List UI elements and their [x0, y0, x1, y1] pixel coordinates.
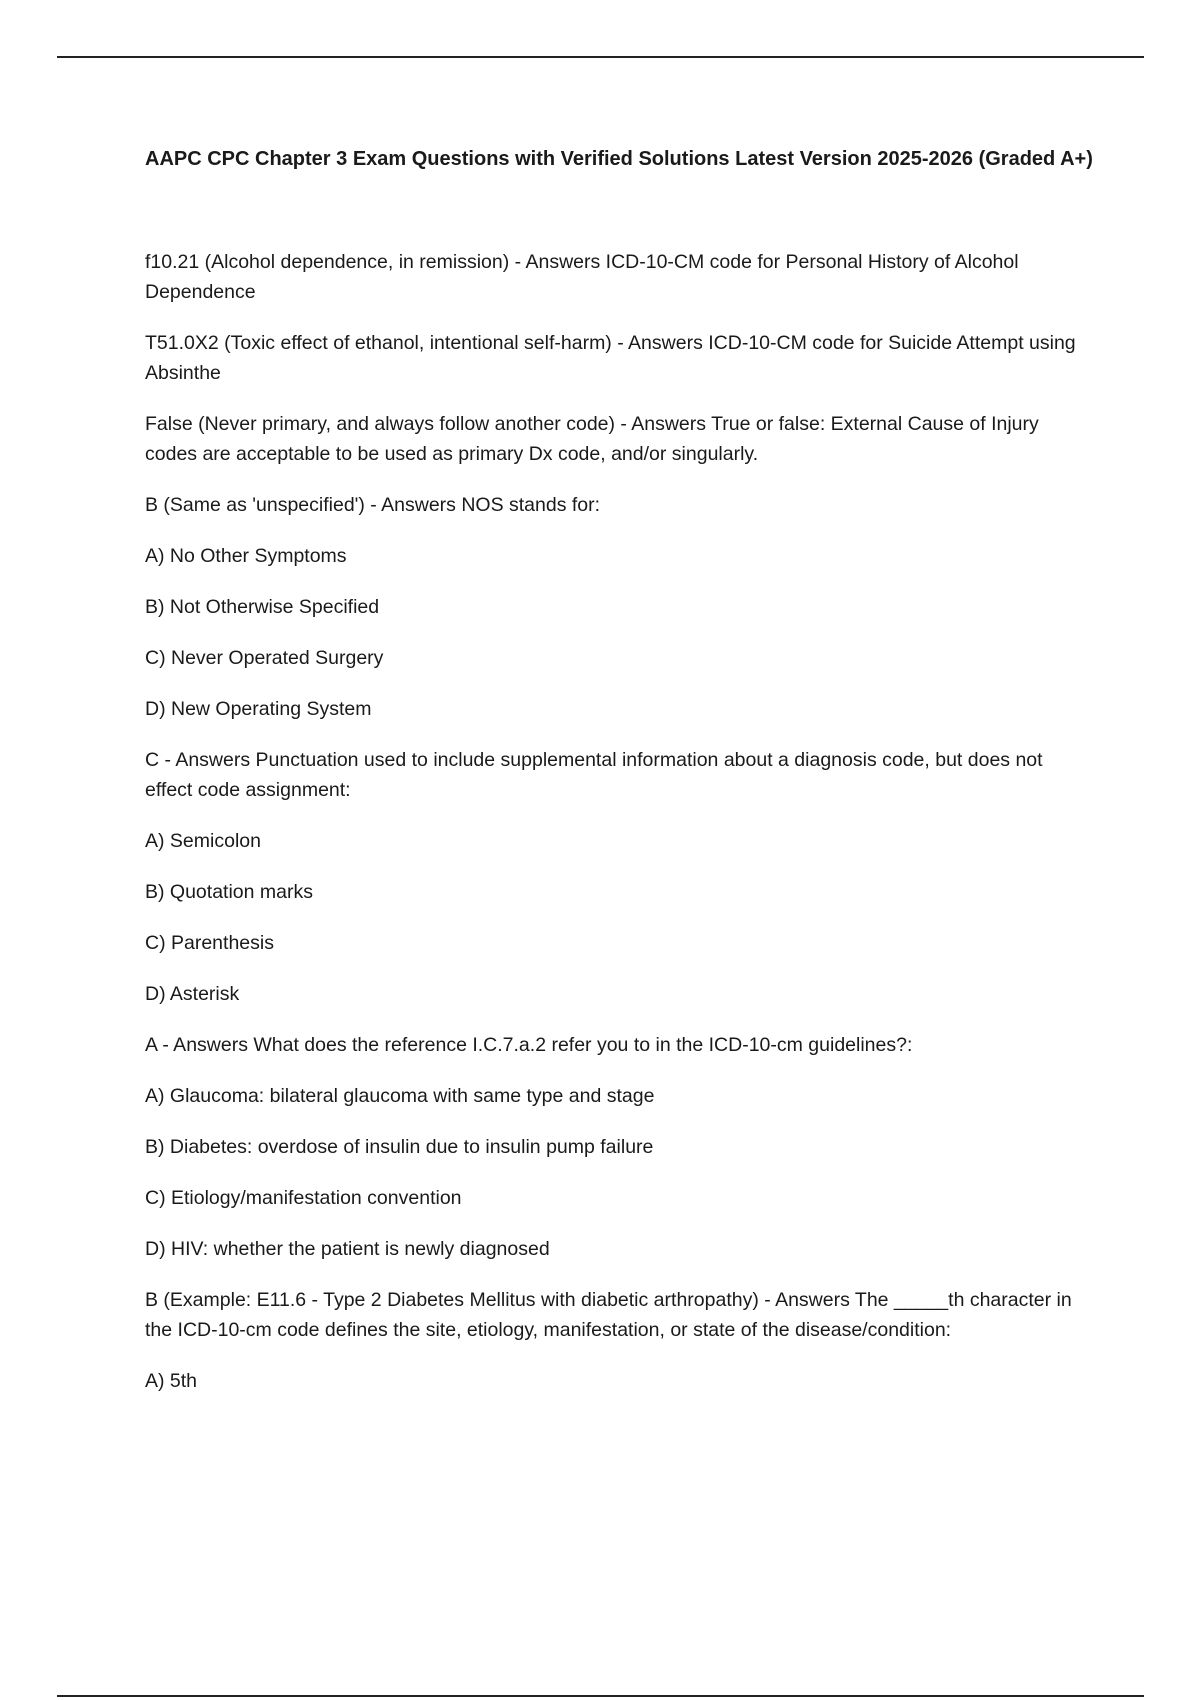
- answer-option: A) No Other Symptoms: [145, 545, 347, 567]
- answer-option: A) Semicolon: [145, 830, 261, 852]
- header-divider: [57, 56, 1144, 58]
- footer-divider: [57, 1695, 1144, 1697]
- document-body: [145, 247, 1090, 1417]
- answer-option: D) HIV: whether the patient is newly diagnosed: [145, 1238, 550, 1260]
- answer-option: A) 5th: [145, 1370, 198, 1392]
- paragraph: T51.0X2 (Toxic effect of ethanol, intentional self-harm) - Answers ICD-10-CM code for Suicide Attempt using Absinthe: [145, 332, 1076, 384]
- answer-option: C) Never Operated Surgery: [145, 647, 384, 669]
- answer-option: D) Asterisk: [145, 983, 240, 1005]
- answer-option: A) Glaucoma: bilateral glaucoma with same type and stage: [145, 1085, 655, 1107]
- paragraph: B (Same as 'unspecified') - Answers NOS stands for:: [145, 494, 601, 516]
- answer-option: C) Etiology/manifestation convention: [145, 1187, 462, 1209]
- paragraph: C - Answers Punctuation used to include supplemental information about a diagnosis code, but does not effect code assignment:: [145, 749, 1043, 801]
- answer-option: B) Not Otherwise Specified: [145, 596, 380, 618]
- answer-option: B) Quotation marks: [145, 881, 313, 903]
- paragraph: f10.21 (Alcohol dependence, in remission) - Answers ICD-10-CM code for Personal History of Alcohol Dependence: [145, 251, 1019, 303]
- answer-option: D) New Operating System: [145, 698, 372, 720]
- answer-option: B) Diabetes: overdose of insulin due to insulin pump failure: [145, 1136, 654, 1158]
- paragraph: False (Never primary, and always follow another code) - Answers True or false: External Cause of Injury codes are acceptable to be used as primary Dx code, and/or singularly.: [145, 413, 1039, 465]
- document-title: AAPC CPC Chapter 3 Exam Questions with Verified Solutions Latest Version 2025-2026 (Graded A+): [145, 148, 1093, 170]
- answer-option: C) Parenthesis: [145, 932, 274, 954]
- paragraph: B (Example: E11.6 - Type 2 Diabetes Mellitus with diabetic arthropathy) - Answers The _____th character in the ICD-10-cm code defines the site, etiology, manifestation, or state of the disease/condition:: [145, 1289, 1072, 1341]
- paragraph: A - Answers What does the reference I.C.7.a.2 refer you to in the ICD-10-cm guidelines?:: [145, 1034, 913, 1056]
